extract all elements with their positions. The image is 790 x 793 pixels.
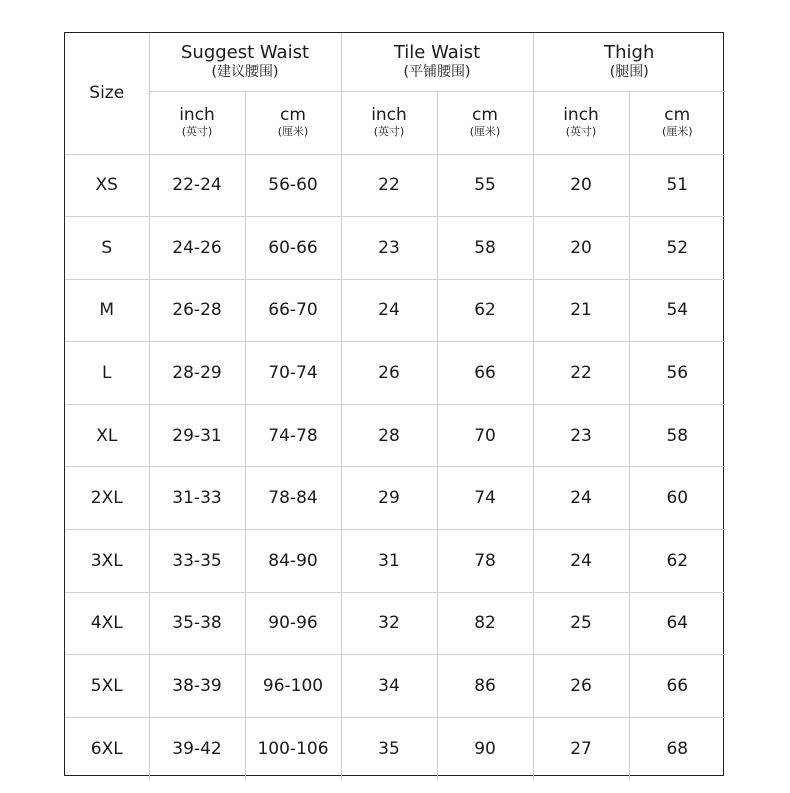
table-row [65, 467, 725, 530]
table-cell: 60 [629, 467, 725, 530]
unit-header [341, 91, 437, 154]
group-title: Tile Waist [393, 41, 481, 63]
table-cell: 32 [341, 592, 437, 655]
size-cell: XL [65, 404, 149, 467]
table-cell: 52 [629, 217, 725, 280]
size-cell: 6XL [65, 717, 149, 780]
header-row-units [65, 91, 725, 154]
group-title: Suggest Waist [180, 41, 310, 63]
table-cell: 29 [341, 467, 437, 530]
table-cell: 82 [437, 592, 533, 655]
table-cell: 90 [437, 717, 533, 780]
unit-header [245, 91, 341, 154]
table-cell: 22 [533, 342, 629, 405]
table-cell: 100-106 [245, 717, 341, 780]
table-cell: 60-66 [245, 217, 341, 280]
table-cell: 20 [533, 217, 629, 280]
table-cell: 25 [533, 592, 629, 655]
table-cell: 31 [341, 530, 437, 593]
table-cell: 34 [341, 655, 437, 718]
table-row [65, 655, 725, 718]
table-row [65, 342, 725, 405]
table-cell: 26-28 [149, 279, 245, 342]
table-cell: 28-29 [149, 342, 245, 405]
table-row [65, 154, 725, 217]
table-cell: 35-38 [149, 592, 245, 655]
table-cell: 23 [341, 217, 437, 280]
table-cell: 28 [341, 404, 437, 467]
table-cell: 24 [341, 279, 437, 342]
unit-label: inch [563, 105, 599, 125]
unit-label: cm [472, 105, 498, 125]
group-subtitle: (建议腰围) [211, 63, 279, 80]
table-cell: 84-90 [245, 530, 341, 593]
table-cell: 66-70 [245, 279, 341, 342]
group-subtitle: (平铺腰围) [403, 63, 471, 80]
table-cell: 29-31 [149, 404, 245, 467]
table-cell: 24 [533, 467, 629, 530]
table-cell: 35 [341, 717, 437, 780]
table-row [65, 279, 725, 342]
table-cell: 24 [533, 530, 629, 593]
group-header-tile-waist [341, 33, 533, 91]
table-cell: 62 [437, 279, 533, 342]
table-cell: 39-42 [149, 717, 245, 780]
size-cell: 2XL [65, 467, 149, 530]
table-cell: 68 [629, 717, 725, 780]
unit-sublabel: (英寸) [181, 125, 213, 138]
size-cell: S [65, 217, 149, 280]
size-cell: 5XL [65, 655, 149, 718]
size-cell: L [65, 342, 149, 405]
header-row-groups [65, 33, 725, 91]
size-cell: 4XL [65, 592, 149, 655]
unit-sublabel: (英寸) [565, 125, 597, 138]
unit-sublabel: (厘米) [469, 125, 501, 138]
table-cell: 38-39 [149, 655, 245, 718]
table-cell: 23 [533, 404, 629, 467]
table-cell: 86 [437, 655, 533, 718]
table-cell: 56-60 [245, 154, 341, 217]
table-row [65, 404, 725, 467]
unit-sublabel: (厘米) [277, 125, 309, 138]
table-cell: 78 [437, 530, 533, 593]
size-cell: 3XL [65, 530, 149, 593]
table-cell: 26 [533, 655, 629, 718]
group-header-suggest-waist [149, 33, 341, 91]
table-cell: 90-96 [245, 592, 341, 655]
unit-label: cm [664, 105, 691, 125]
unit-header [533, 91, 629, 154]
table-cell: 54 [629, 279, 725, 342]
group-subtitle: (腿围) [609, 63, 649, 80]
table-cell: 58 [629, 404, 725, 467]
table-cell: 56 [629, 342, 725, 405]
table-cell: 96-100 [245, 655, 341, 718]
group-title: Thigh [604, 41, 655, 63]
group-header-thigh [533, 33, 725, 91]
table-cell: 22 [341, 154, 437, 217]
table-cell: 62 [629, 530, 725, 593]
size-header [65, 33, 149, 154]
unit-header [629, 91, 725, 154]
table-row [65, 717, 725, 780]
unit-sublabel: (厘米) [661, 125, 693, 138]
table-cell: 27 [533, 717, 629, 780]
table-cell: 66 [629, 655, 725, 718]
size-cell: M [65, 279, 149, 342]
table-cell: 78-84 [245, 467, 341, 530]
table-row [65, 592, 725, 655]
size-table [65, 33, 725, 780]
unit-label: inch [371, 105, 407, 125]
table-cell: 24-26 [149, 217, 245, 280]
table-cell: 70-74 [245, 342, 341, 405]
unit-label: cm [280, 105, 306, 125]
table-cell: 20 [533, 154, 629, 217]
size-cell: XS [65, 154, 149, 217]
table-cell: 22-24 [149, 154, 245, 217]
table-row [65, 217, 725, 280]
unit-label: inch [179, 105, 215, 125]
table-cell: 58 [437, 217, 533, 280]
table-cell: 51 [629, 154, 725, 217]
unit-header [437, 91, 533, 154]
table-cell: 33-35 [149, 530, 245, 593]
table-cell: 64 [629, 592, 725, 655]
table-cell: 74 [437, 467, 533, 530]
unit-header [149, 91, 245, 154]
table-cell: 21 [533, 279, 629, 342]
table-cell: 74-78 [245, 404, 341, 467]
table-cell: 26 [341, 342, 437, 405]
size-chart [64, 32, 724, 776]
table-cell: 55 [437, 154, 533, 217]
table-row [65, 530, 725, 593]
unit-sublabel: (英寸) [373, 125, 405, 138]
table-cell: 66 [437, 342, 533, 405]
size-header-label: Size [89, 83, 125, 104]
table-cell: 70 [437, 404, 533, 467]
table-cell: 31-33 [149, 467, 245, 530]
